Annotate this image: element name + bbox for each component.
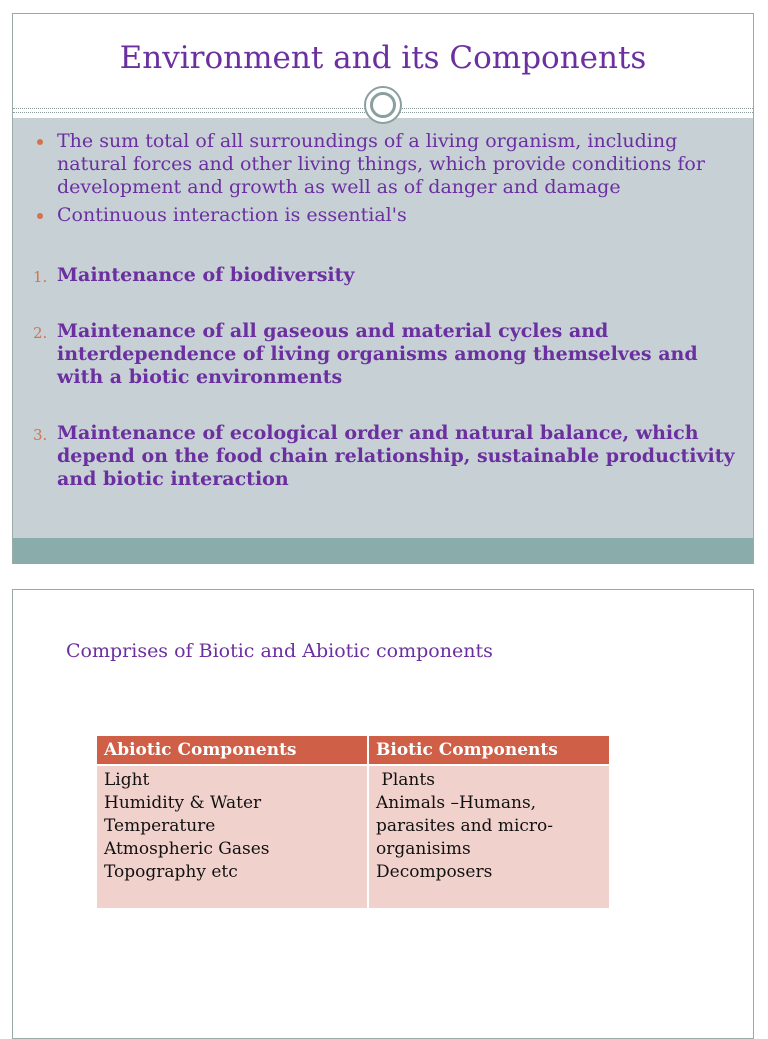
bullet-text: Continuous interaction is essential's (57, 204, 407, 226)
item-text: Maintenance of all gaseous and material cycles and interdependence of living organisms among themselves and with a biotic environments (57, 320, 698, 388)
abiotic-cell (97, 765, 368, 908)
slide-biotic-abiotic (12, 589, 754, 1039)
bullet-item (35, 130, 735, 199)
numbered-item (33, 320, 738, 389)
components-table (97, 736, 609, 908)
list-item: organisims (376, 839, 471, 859)
item-number: 3. (33, 426, 48, 444)
bullet-text: The sum total of all surroundings of a living organism, including natural forces and other living things, which provide conditions for development and growth as well as of danger and damage (57, 130, 705, 198)
slide-title: Environment and its Components (119, 40, 647, 76)
numbered-list (33, 422, 738, 491)
item-number: 2. (33, 324, 48, 342)
item-number: 1. (33, 268, 48, 286)
numbered-item (33, 264, 738, 287)
list-item: Animals –Humans, (376, 793, 537, 813)
bullet-dot-icon (37, 213, 43, 219)
list-item: Topography etc (104, 862, 238, 882)
item-text: Maintenance of biodiversity (57, 264, 355, 286)
list-item: Atmospheric Gases (104, 839, 270, 859)
numbered-list (33, 264, 738, 287)
item-text: Maintenance of ecological order and natural balance, which depend on the food chain relationship, sustainable productivity and biotic interaction (57, 422, 735, 490)
ring-ornament-icon (364, 86, 402, 124)
numbered-item (33, 422, 738, 491)
header-abiotic: Abiotic Components (97, 736, 368, 765)
table-header-row (97, 736, 609, 765)
list-item: Temperature (104, 816, 216, 836)
bullet-list (35, 130, 735, 232)
slide-environment-components (12, 13, 754, 564)
numbered-list (33, 320, 738, 389)
list-item: parasites and micro- (376, 816, 554, 836)
biotic-cell (368, 765, 609, 908)
bullet-dot-icon (37, 139, 43, 145)
footer-band (13, 538, 753, 564)
list-item: Plants (376, 770, 435, 790)
bullet-item (35, 204, 735, 227)
table-row (97, 765, 609, 908)
header-biotic: Biotic Components (368, 736, 609, 765)
list-item: Decomposers (376, 862, 493, 882)
slide-heading: Comprises of Biotic and Abiotic components (66, 640, 493, 662)
list-item: Light (104, 770, 150, 790)
list-item: Humidity & Water (104, 793, 262, 813)
